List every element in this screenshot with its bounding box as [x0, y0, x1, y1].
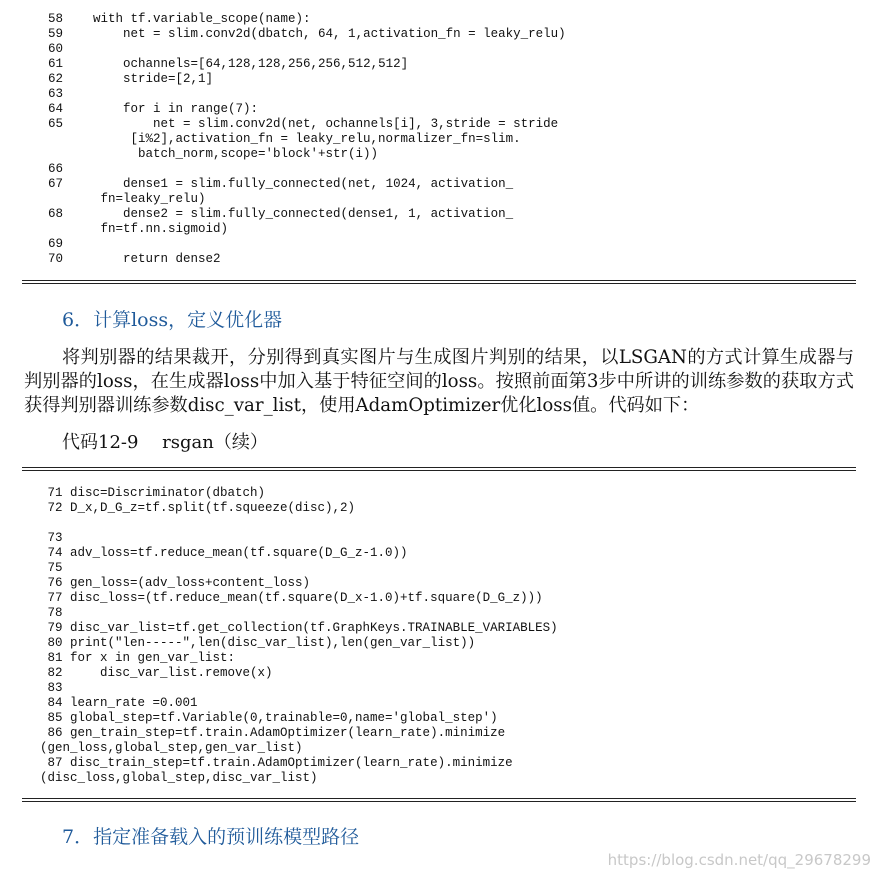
code-line: batch_norm,scope='block'+str(i)) [63, 147, 379, 161]
divider [22, 280, 856, 284]
code-block-1 [0, 0, 879, 280]
code-line: 60 [48, 42, 64, 56]
code-line: 64 for i in range(7): [48, 102, 259, 116]
code-line: 74 adv_loss=tf.reduce_mean(tf.square(D_G_z-1.0)) [40, 546, 408, 560]
code-line: fn=tf.nn.sigmoid) [63, 222, 229, 236]
code-line: (disc_loss,global_step,disc_var_list) [40, 771, 318, 785]
code-line: 62 stride=[2,1] [48, 72, 214, 86]
code-line: 65 net = slim.conv2d(net, ochannels[i], 3,stride = stride [48, 117, 559, 131]
watermark: https://blog.csdn.net/qq_29678299 [607, 851, 871, 869]
code-line: 59 net = slim.conv2d(dbatch, 64, 1,activation_fn = leaky_relu) [48, 27, 566, 41]
code-line: 78 [40, 606, 63, 620]
code-line: 70 return dense2 [48, 252, 221, 266]
code-line: 58 with tf.variable_scope(name): [48, 12, 311, 26]
code-line: 63 [48, 87, 64, 101]
code-line: 81 for x in gen_var_list: [40, 651, 236, 665]
code-line: 79 disc_var_list=tf.get_collection(tf.GraphKeys.TRAINABLE_VARIABLES) [40, 621, 558, 635]
code-line: 77 disc_loss=(tf.reduce_mean(tf.square(D_x-1.0)+tf.square(D_G_z))) [40, 591, 543, 605]
section-6-paragraph: 将判别器的结果裁开，分别得到真实图片与生成图片判别的结果，以LSGAN的方式计算生成器与判别器的loss，在生成器loss中加入基于特征空间的loss。按照前面第3步中所讲的训练参数的获取方式获得判别器训练参数disc_var_list，使用AdamOptimizer优化loss值。代码如下： [24, 347, 854, 416]
code-line: 87 disc_train_step=tf.train.AdamOptimizer(learn_rate).minimize [40, 756, 513, 770]
section-6-heading: 6．计算loss，定义优化器 [62, 309, 283, 331]
code-line: 73 [40, 531, 63, 545]
code-line: 83 [40, 681, 63, 695]
code-line: 86 gen_train_step=tf.train.AdamOptimizer(learn_rate).minimize [40, 726, 506, 740]
code-line: 68 dense2 = slim.fully_connected(dense1, 1, activation_ [48, 207, 514, 221]
code-line: 76 gen_loss=(adv_loss+content_loss) [40, 576, 311, 590]
code-line: 67 dense1 = slim.fully_connected(net, 1024, activation_ [48, 177, 514, 191]
code-line: (gen_loss,global_step,gen_var_list) [40, 741, 303, 755]
divider [22, 467, 856, 471]
section-7-heading: 7．指定准备载入的预训练模型路径 [62, 826, 360, 848]
code-line: 84 learn_rate =0.001 [40, 696, 198, 710]
code-line: 69 [48, 237, 64, 251]
code-line: fn=leaky_relu) [63, 192, 206, 206]
code-line: 72 D_x,D_G_z=tf.split(tf.squeeze(disc),2) [40, 501, 356, 515]
code-line: [i%2],activation_fn = leaky_relu,normalizer_fn=slim. [63, 132, 521, 146]
code-line: 75 [40, 561, 63, 575]
code-line: 82 disc_var_list.remove(x) [40, 666, 273, 680]
code-line: 61 ochannels=[64,128,128,256,256,512,512] [48, 57, 409, 71]
code-line: 71 disc=Discriminator(dbatch) [40, 486, 266, 500]
code-block-2 [0, 484, 879, 794]
code-line: 85 global_step=tf.Variable(0,trainable=0,name='global_step') [40, 711, 498, 725]
divider [22, 798, 856, 802]
code-line: 66 [48, 162, 64, 176]
code-caption: 代码12-9 rsgan（续） [62, 432, 268, 453]
code-line: 80 print("len-----",len(disc_var_list),len(gen_var_list)) [40, 636, 476, 650]
